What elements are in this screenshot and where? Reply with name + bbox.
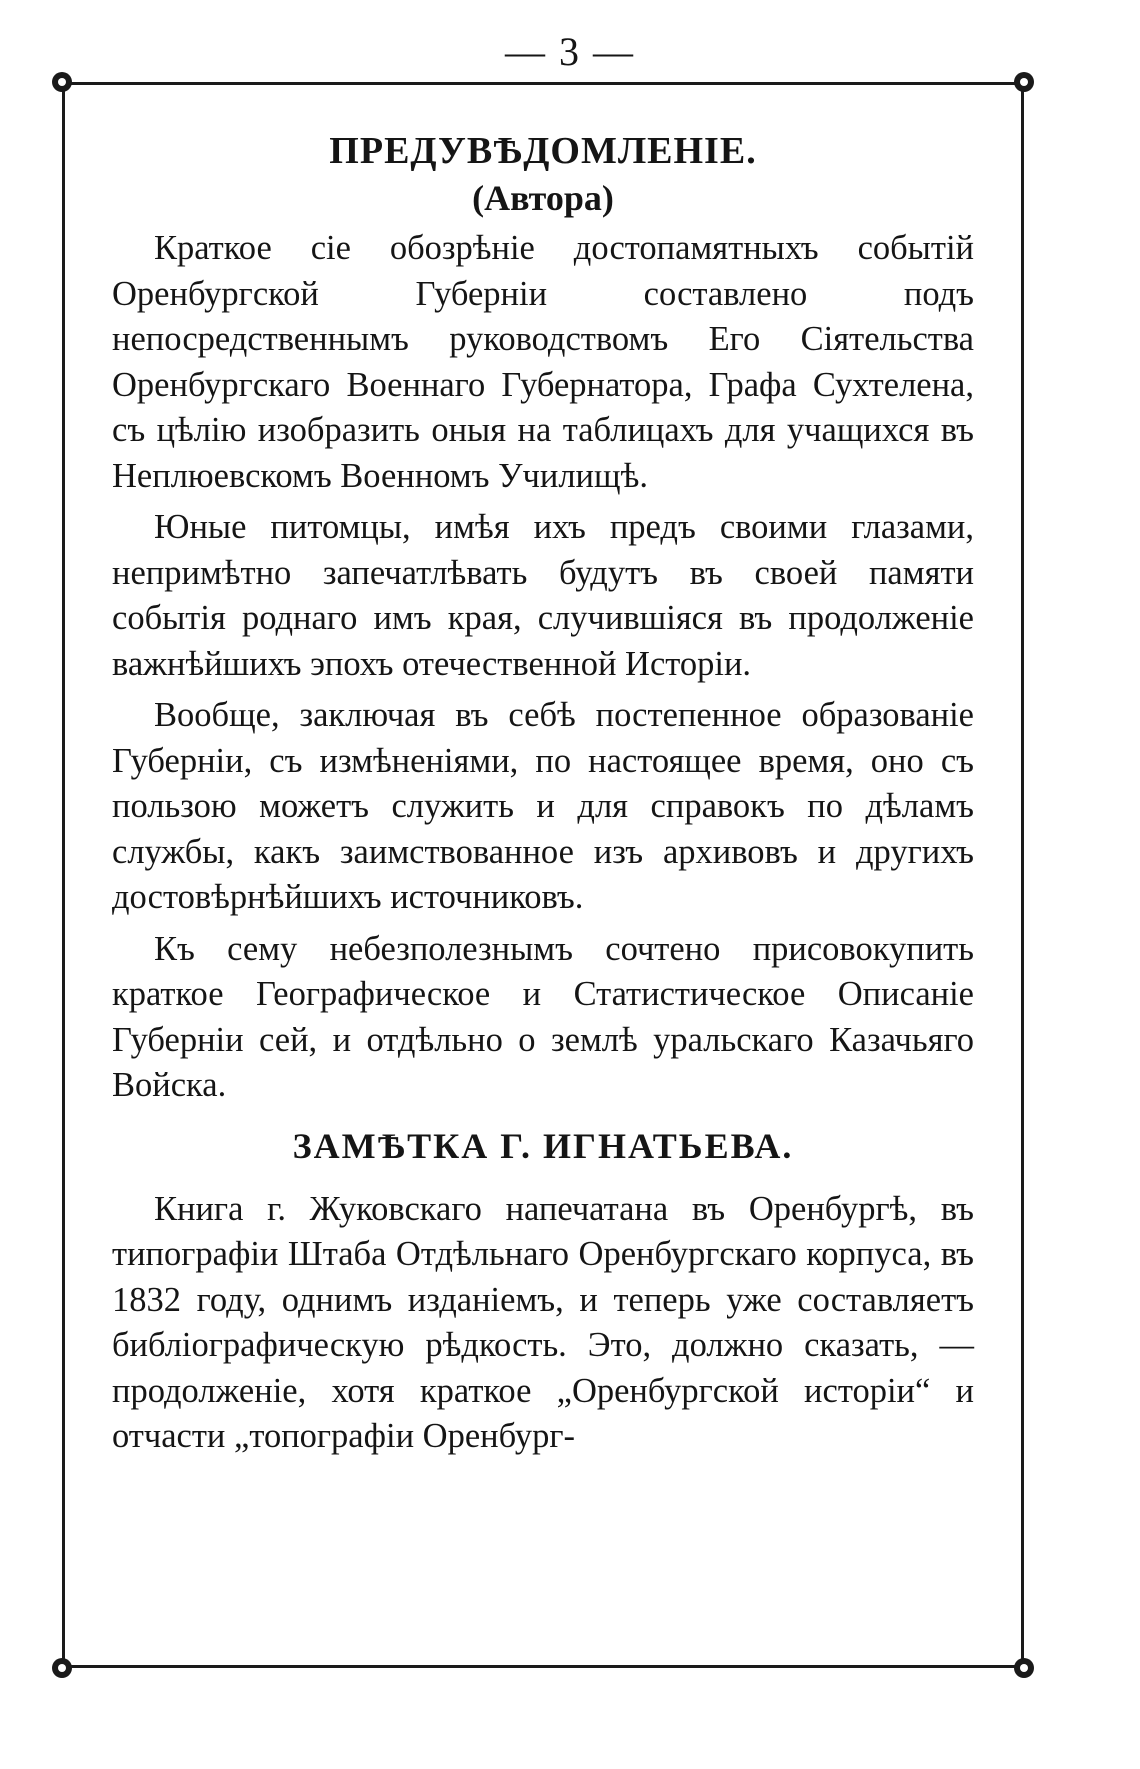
corner-ornament-bottom-right: [1014, 1658, 1034, 1678]
note-paragraph: Книга г. Жуковскаго напечатана въ Оренбургѣ, въ типографіи Штаба Отдѣльнаго Оренбургскаго корпуса, въ 1832 году, однимъ изданіемъ, и теперь уже составляетъ библіографическую рѣдкость. Это, должно сказать, —продолженіе, хотя краткое „Оренбургской исторіи“ и отчасти „топографіи Оренбург-: [112, 1189, 974, 1455]
page-number: — 3 —: [505, 29, 635, 74]
corner-ornament-bottom-left: [52, 1658, 72, 1678]
preface-paragraph-4: Къ сему небезполезнымъ сочтено присовокупить краткое Географическое и Статистическое Описаніе Губерніи сей, и отдѣльно о землѣ уральскаго Казачьяго Войска.: [112, 929, 974, 1104]
preface-paragraph-1: Краткое сіе обозрѣніе достопамятныхъ событій Оренбургской Губерніи составлено подъ непосредственнымъ руководствомъ Его Сіятельства Оренбургскаго Военнаго Губернатора, Графа Сухтелена, съ цѣлію изобразить оныя на таблицахъ для учащихся въ Неплюевскомъ Военномъ Училищѣ.: [112, 229, 974, 495]
preface-paragraph-2: Юные питомцы, имѣя ихъ предъ своими глазами, непримѣтно запечатлѣвать будутъ въ своей памяти событія роднаго имъ края, случившіяся въ продолженіе важнѣйшихъ эпохъ отечественной Исторіи.: [112, 508, 974, 683]
note-title: ЗАМѢТКА Г. ИГНАТЬЕВА.: [292, 1125, 794, 1166]
corner-ornament-top-left: [52, 72, 72, 92]
preface-subtitle: (Автора): [472, 178, 614, 218]
preface-title: ПРЕДУВѢДОМЛЕНІЕ.: [329, 130, 757, 172]
page-content: [112, 128, 974, 1466]
corner-ornament-top-right: [1014, 72, 1034, 92]
preface-paragraph-3: Вообще, заключая въ себѣ постепенное образованіе Губерніи, съ измѣненіями, по настоящее время, оно съ пользою можетъ служить и для справокъ по дѣламъ службы, какъ заимствованное изъ архивовъ и другихъ достовѣрнѣйшихъ источниковъ.: [112, 696, 974, 916]
